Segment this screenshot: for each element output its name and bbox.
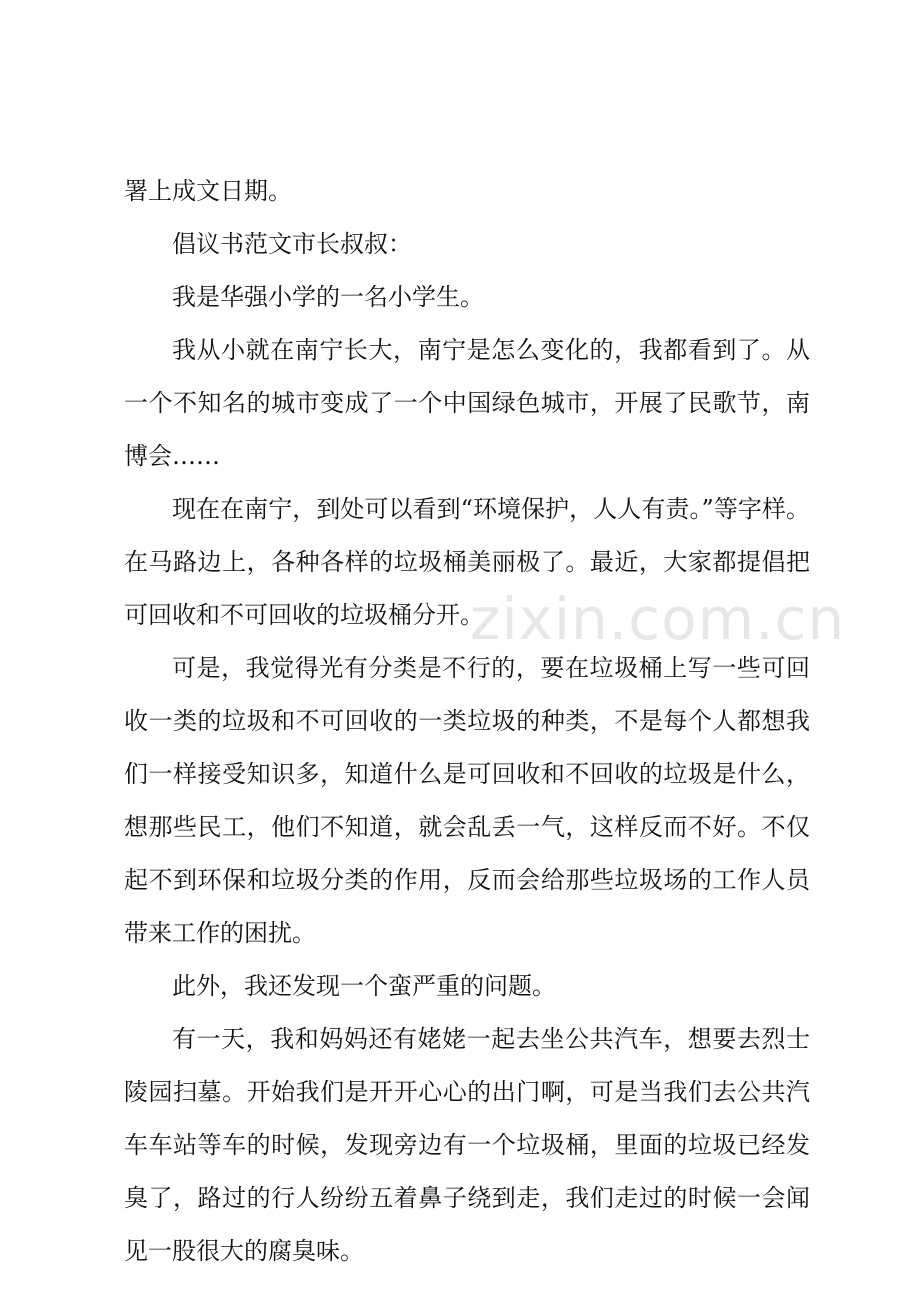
paragraph-environment: 现在在南宁，到处可以看到“环境保护，人人有责。”等字样。在马路边上，各种各样的垃圾桶美丽极了。最近，大家都提倡把可回收和不可回收的垃圾桶分开。 [124, 495, 810, 629]
paragraph-salutation: 倡议书范文市长叔叔： [172, 230, 412, 258]
watermark: zixin.com.cn [470, 585, 846, 653]
paragraph-story: 有一天，我和妈妈还有姥姥一起去坐公共汽车，想要去烈士陵园扫墓。开始我们是开开心心的出门啊，可是当我们去公共汽车车站等车的时候，发现旁边有一个垃圾桶，里面的垃圾已经发臭了，路过的行人纷纷五着鼻子绕到走，我们走过的时候一会闻见一股很大的腐臭味。 [124, 1025, 810, 1265]
paragraph-intro: 我是华强小学的一名小学生。 [172, 283, 484, 311]
paragraph-city-change: 我从小就在南宁长大，南宁是怎么变化的，我都看到了。从一个不知名的城市变成了一个中国绿色城市，开展了民歌节，南博会…… [124, 336, 810, 470]
paragraph-problem: 此外，我还发现一个蛮严重的问题。 [172, 972, 556, 1000]
paragraph-classification: 可是，我觉得光有分类是不行的，要在垃圾桶上写一些可回收一类的垃圾和不可回收的一类垃圾的种类，不是每个人都想我们一样接受知识多，知道什么是可回收和不回收的垃圾是什么，想那些民工，他们不知道，就会乱丢一气，这样反而不好。不仅起不到环保和垃圾分类的作用，反而会给那些垃圾场的工作人员带来工作的困扰。 [124, 654, 810, 947]
document-body [124, 165, 810, 1278]
paragraph-date-note: 署上成文日期。 [124, 177, 292, 205]
